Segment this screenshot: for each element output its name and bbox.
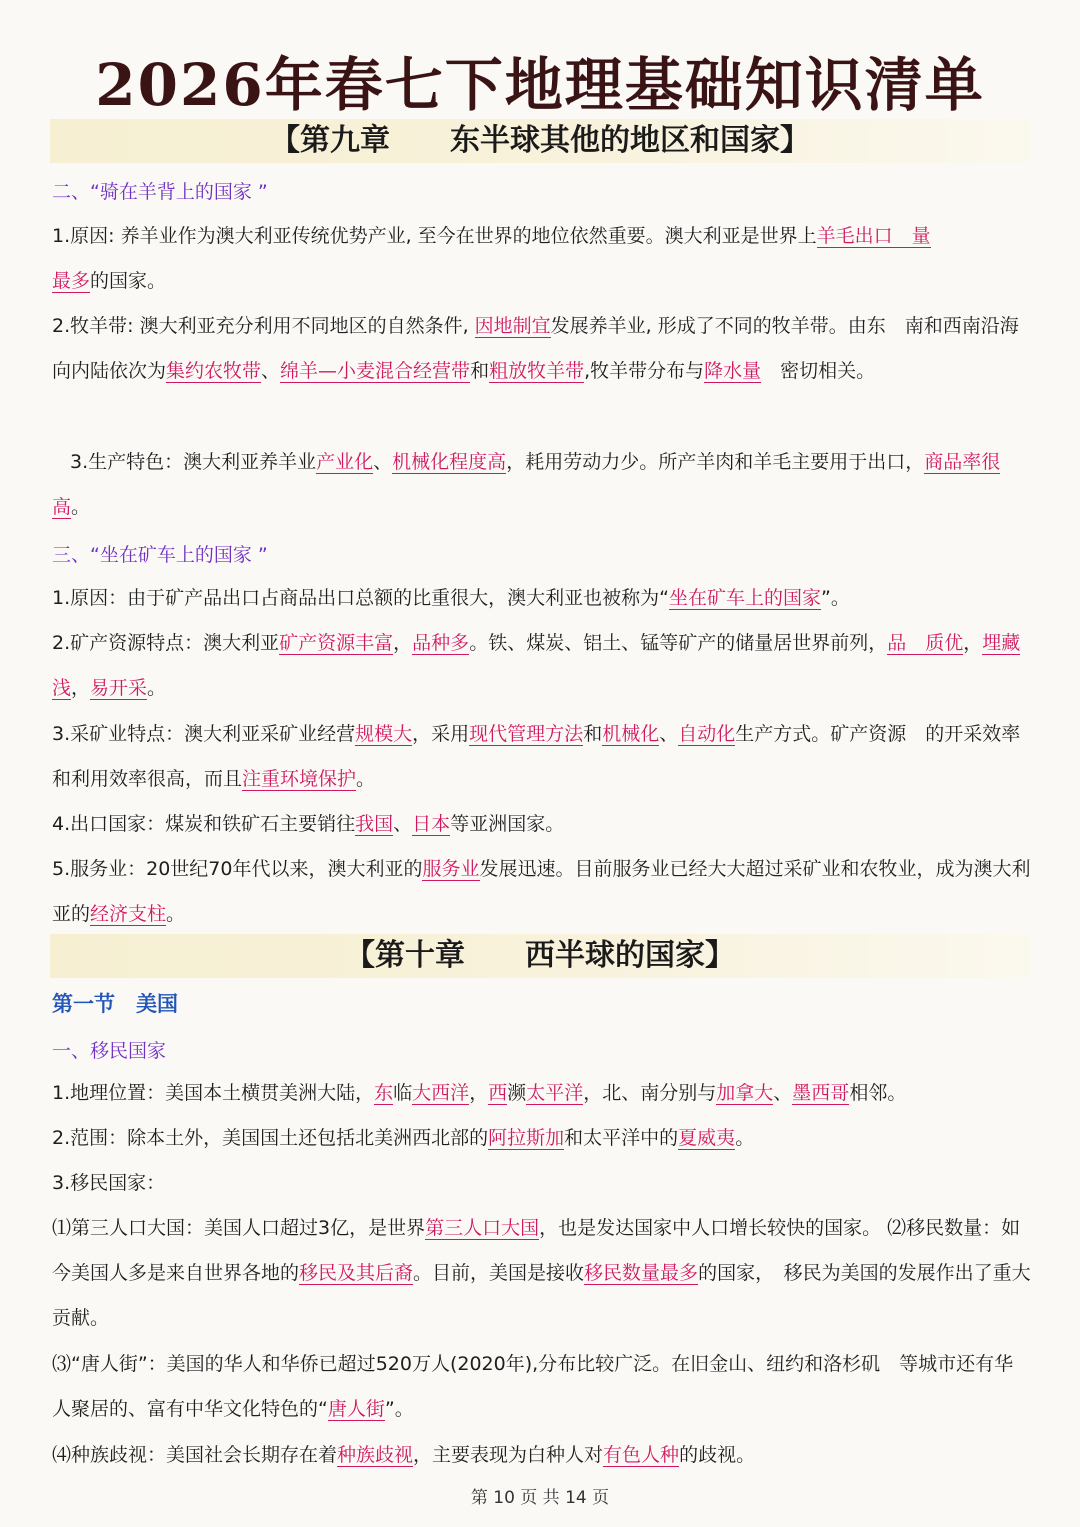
keyword: 东 <box>374 1082 394 1104</box>
keyword: 阿拉斯加 <box>488 1127 565 1149</box>
text: 临 <box>393 1082 413 1104</box>
text: ⑶“唐人街”：美国的华人和华侨已超过520万人(2020年),分布比较广泛。在旧金山、纽约和洛杉矶 等城市还有华人聚居的、富有中华文化特色的“ <box>52 1353 1014 1420</box>
text: 的歧视。 <box>679 1444 756 1466</box>
keyword: 我国 <box>355 813 394 835</box>
paragraph-mine-reason <box>52 576 1032 621</box>
chapter-10-heading: 【第十章 西半球的国家】 <box>50 934 1030 978</box>
keyword: 品 质优 <box>887 632 964 654</box>
text: 密切相关。 <box>761 360 876 382</box>
text: ， <box>963 632 983 654</box>
text: 5.服务业：20世纪70年代以来，澳大利亚的 <box>52 858 423 880</box>
paragraph-service-industry <box>52 847 1032 937</box>
text: ，采用 <box>412 723 470 745</box>
keyword: 坐在矿车上的国家 <box>668 587 821 609</box>
text: ”。 <box>384 1398 414 1420</box>
keyword: 粗放牧羊带 <box>489 360 585 382</box>
keyword: 西 <box>488 1082 508 1104</box>
text: 的国家， 移民为美国的发展作出了重大贡献。 <box>52 1262 1031 1329</box>
text: ，主要表现为白种人对 <box>413 1444 604 1466</box>
lesson-heading: 第一节 美国 <box>52 992 178 1016</box>
text: 。 <box>356 768 376 790</box>
text: 1.原因: 养羊业作为澳大利亚传统优势产业, 至今在世界的地位依然重要。澳大利亚是世界上 <box>52 225 817 247</box>
text: ，也是发达国家中人口增长较快的国家。 ⑵移民数量：如今美国人多是来自世界各地的 <box>52 1217 1021 1284</box>
keyword: 经济支柱 <box>90 903 167 925</box>
keyword: 埋藏浅 <box>52 632 1021 699</box>
chapter-9-heading: 【第九章 东半球其他的地区和国家】 <box>50 119 1030 163</box>
keyword: 移民及其后裔 <box>299 1262 414 1284</box>
text: 2.范围：除本土外，美国国土还包括北美洲西北部的 <box>52 1127 489 1149</box>
keyword: 唐人街 <box>327 1398 385 1420</box>
text: 。铁、煤炭、铝土、锰等矿产的储量居世界前列， <box>469 632 888 654</box>
text: 4.出口国家：煤炭和铁矿石主要销往 <box>52 813 356 835</box>
keyword: 因地制宜 <box>474 315 551 337</box>
text: 。 <box>735 1127 755 1149</box>
keyword: 移民数量最多 <box>584 1262 699 1284</box>
keyword: 大西洋 <box>412 1082 470 1104</box>
keyword: 矿产资源丰富 <box>279 632 394 654</box>
keyword: 羊毛出口 量 <box>816 225 931 247</box>
text: 生产方式。矿产资源 的开采效率和利用效率很高，而且 <box>52 723 1021 790</box>
text: ，耗用劳动力少。所产羊肉和羊毛主要用于出口， <box>506 451 925 473</box>
text: 3.生产特色：澳大利亚养羊业 <box>70 451 317 473</box>
keyword: 易开采 <box>90 677 148 699</box>
section-mine-heading: 三、“坐在矿车上的国家 ” <box>52 544 268 566</box>
text: 。目前，美国是接收 <box>413 1262 585 1284</box>
keyword: 注重环境保护 <box>242 768 357 790</box>
paragraph-mine-resources <box>52 621 1032 711</box>
text: 2.牧羊带: 澳大利亚充分利用不同地区的自然条件, <box>52 315 475 337</box>
page-number: 第 10 页 共 14 页 <box>470 1488 610 1508</box>
text: 1.原因：由于矿产品出口占商品出口总额的比重很大，澳大利亚也被称为“ <box>52 587 669 609</box>
text: ⑷种族歧视：美国社会长期存在着 <box>52 1444 338 1466</box>
paragraph-chinatown <box>52 1342 1032 1432</box>
keyword: 墨西哥 <box>792 1082 850 1104</box>
keyword: 品种多 <box>412 632 470 654</box>
text: ， <box>469 1082 489 1104</box>
text: 和 <box>583 723 603 745</box>
text: 、 <box>261 360 281 382</box>
keyword: 第三人口大国 <box>425 1217 540 1239</box>
keyword: 现代管理方法 <box>469 723 584 745</box>
text: 、 <box>773 1082 793 1104</box>
text: 1.地理位置：美国本土横贯美洲大陆， <box>52 1082 375 1104</box>
keyword: 自动化 <box>678 723 736 745</box>
text: 、 <box>373 451 393 473</box>
keyword: 日本 <box>412 813 451 835</box>
keyword: 商品率很高 <box>52 451 1001 518</box>
keyword: 夏威夷 <box>678 1127 736 1149</box>
text: 相邻。 <box>849 1082 907 1104</box>
paragraph-sheep-reason <box>52 214 1032 304</box>
paragraph-sheep-belts <box>52 304 1032 394</box>
text: ， <box>393 632 413 654</box>
keyword: 规模大 <box>355 723 413 745</box>
text: 濒 <box>507 1082 527 1104</box>
text: 等亚洲国家。 <box>450 813 565 835</box>
text: ⑴第三人口大国：美国人口超过3亿，是世界 <box>52 1217 426 1239</box>
text: 发展养羊业, 形成了不同的牧羊带。由东 南和西南沿海向内陆依次为 <box>52 315 1019 382</box>
keyword: 产业化 <box>316 451 374 473</box>
text: ,牧羊带分布与 <box>584 360 705 382</box>
section-immigration-heading: 一、移民国家 <box>52 1040 167 1062</box>
text: 和 <box>470 360 490 382</box>
text: 、 <box>393 813 413 835</box>
text: ， <box>71 677 91 699</box>
keyword: 机械化 <box>602 723 660 745</box>
text: 、 <box>659 723 679 745</box>
text: 。 <box>71 496 91 518</box>
paragraph-us-territory <box>52 1116 1032 1161</box>
text: 。 <box>147 677 167 699</box>
paragraph-mining-features <box>52 712 1032 802</box>
keyword: 太平洋 <box>526 1082 584 1104</box>
text: ”。 <box>821 587 850 609</box>
section-sheep-heading: 二、“骑在羊背上的国家 ” <box>52 181 268 203</box>
text: 发展迅速。目前服务业已经大大超过采矿业和农牧业，成为澳大利亚的 <box>52 858 1031 925</box>
keyword: 有色人种 <box>603 1444 680 1466</box>
keyword: 服务业 <box>422 858 480 880</box>
keyword: 降水量 <box>704 360 762 382</box>
paragraph-immigration-title: 3.移民国家： <box>52 1172 166 1194</box>
paragraph-us-location <box>52 1071 1032 1116</box>
keyword: 集约农牧带 <box>166 360 262 382</box>
paragraph-sheep-features <box>52 440 1032 530</box>
text: ，北、南分别与 <box>583 1082 717 1104</box>
paragraph-racism <box>52 1433 1032 1478</box>
text: 3.采矿业特点：澳大利亚采矿业经营 <box>52 723 356 745</box>
text: 的国家。 <box>90 270 167 292</box>
keyword: 机械化程度高 <box>392 451 507 473</box>
keyword: 绵羊—小麦混合经营带 <box>280 360 471 382</box>
keyword: 加拿大 <box>716 1082 774 1104</box>
text: 2.矿产资源特点：澳大利亚 <box>52 632 280 654</box>
paragraph-export-countries <box>52 802 1032 847</box>
paragraph-population <box>52 1206 1032 1341</box>
text: 和太平洋中的 <box>564 1127 679 1149</box>
page-title: 2026年春七下地理基础知识清单 <box>95 51 985 119</box>
text: 。 <box>166 903 186 925</box>
keyword: 最多 <box>52 270 91 292</box>
keyword: 种族歧视 <box>337 1444 414 1466</box>
